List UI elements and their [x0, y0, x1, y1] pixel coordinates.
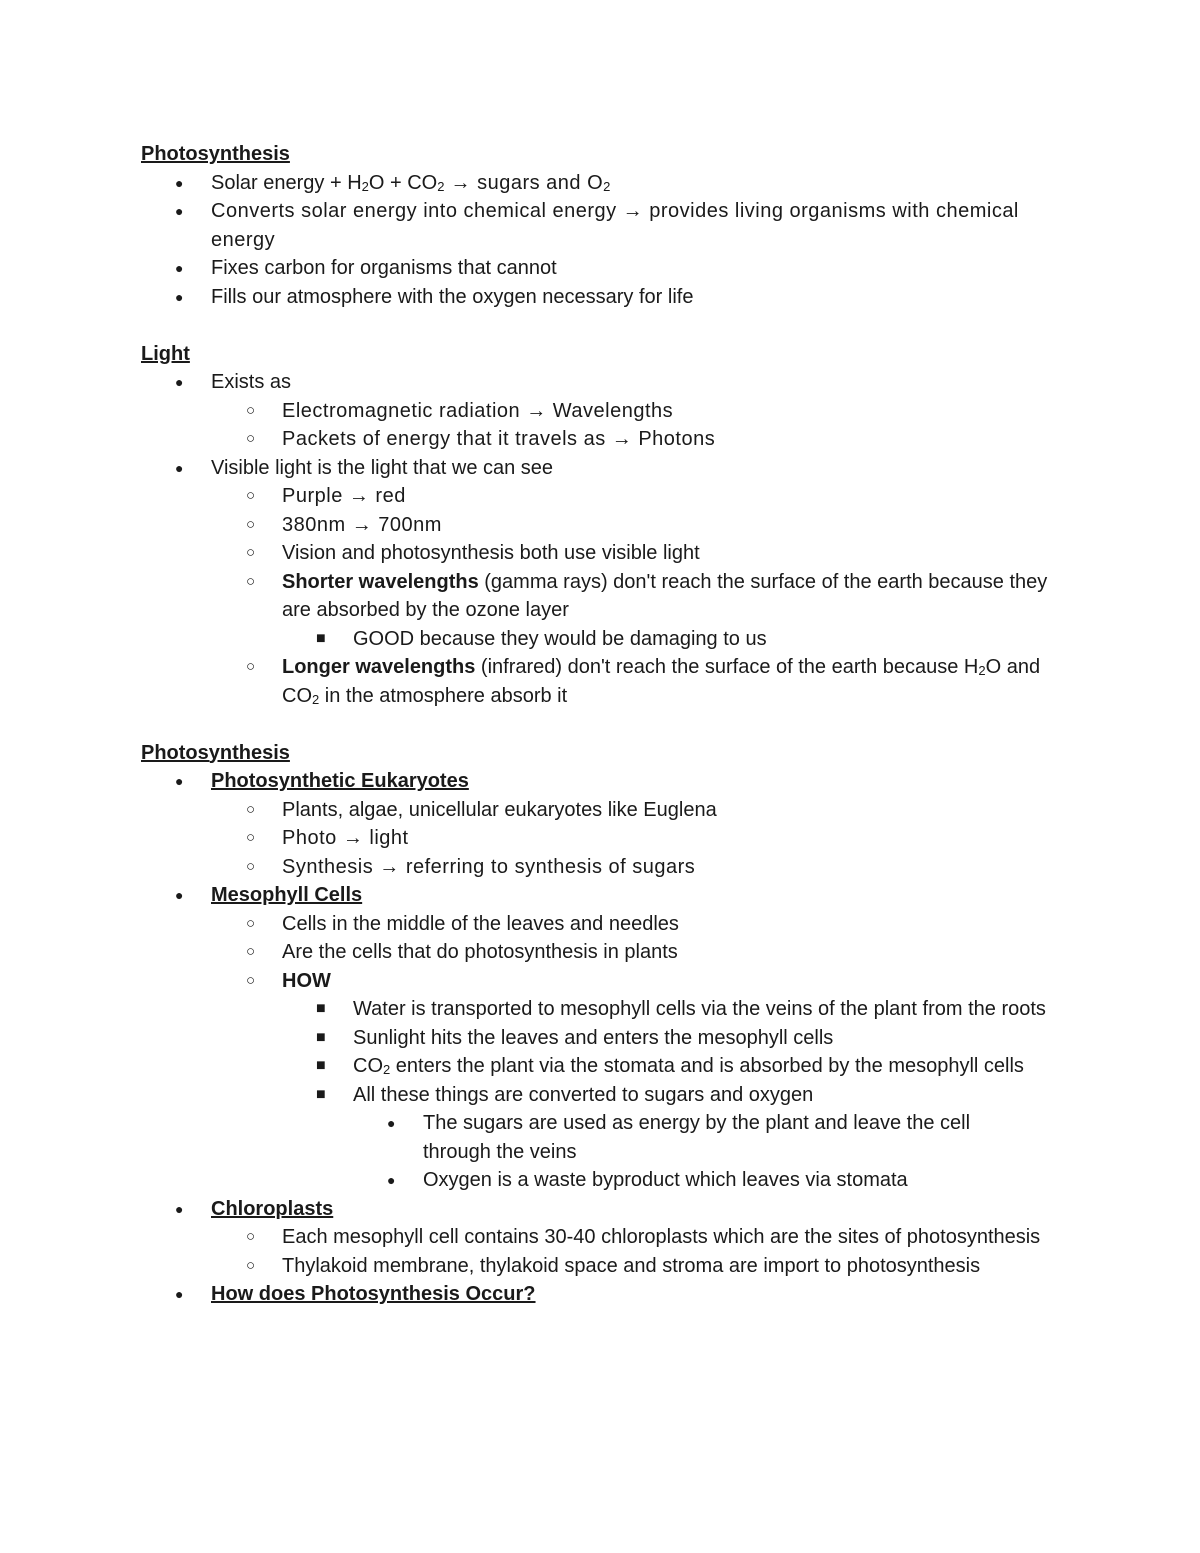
- list-item: [246, 1252, 1062, 1281]
- subheading: How does Photosynthesis Occur?: [211, 1283, 536, 1305]
- square-bullet-icon: ■: [316, 629, 326, 647]
- text: Each mesophyll cell contains 30-40 chloroplasts which are the sites of photosynthesis: [282, 1226, 1041, 1248]
- list-item: [175, 1280, 1061, 1309]
- square-bullet-icon: ■: [316, 1085, 326, 1103]
- list-item: [246, 425, 1062, 454]
- hollow-bullet-icon: ○: [246, 515, 256, 533]
- section-heading-light: Light: [141, 342, 190, 365]
- bullet-icon: ●: [175, 374, 184, 390]
- bold-term: Shorter wavelengths: [282, 570, 479, 593]
- list-item: [316, 1052, 1053, 1081]
- hollow-bullet-icon: ○: [246, 800, 256, 818]
- bold-term: Longer wavelengths: [282, 656, 476, 678]
- list-item: [246, 539, 1062, 568]
- text: Cells in the middle of the leaves and needles: [282, 912, 679, 935]
- subheading: Photosynthetic Eukaryotes: [211, 770, 469, 792]
- text: Packets of energy that it travels as → Photons: [282, 428, 716, 450]
- text: CO: [353, 1055, 383, 1077]
- hollow-bullet-icon: ○: [246, 943, 256, 960]
- text: Synthesis → referring to synthesis of sugars: [282, 855, 696, 878]
- bullet-icon: ●: [175, 203, 184, 219]
- text: All these things are converted to sugars and oxygen: [353, 1083, 814, 1106]
- text: (gamma rays) don't reach the surface of the earth because they are absorbed by the ozone layer: [282, 570, 1048, 621]
- bullet-icon: ●: [175, 1200, 184, 1217]
- hollow-bullet-icon: ○: [246, 401, 256, 419]
- list-item: [246, 568, 1062, 625]
- text: in the atmosphere absorb it: [319, 684, 568, 707]
- list-item: [175, 767, 1061, 796]
- bullet-icon: ●: [175, 773, 184, 789]
- list-item: [246, 910, 1062, 939]
- list-item: [175, 197, 1061, 254]
- text: Vision and photosynthesis both use visible light: [282, 542, 700, 564]
- list-item: [246, 653, 1062, 710]
- text: Fixes carbon for organisms that cannot: [211, 257, 557, 279]
- text: 380nm → 700nm: [282, 513, 442, 536]
- bullet-icon: ●: [387, 1172, 396, 1188]
- square-bullet-icon: ■: [316, 1000, 326, 1017]
- list-item: [175, 1195, 1061, 1224]
- list-item: [175, 368, 1061, 397]
- subscript: 2: [603, 178, 611, 194]
- bullet-icon: ●: [175, 1286, 184, 1302]
- list-item: [316, 1024, 1053, 1053]
- text: Purple → red: [282, 485, 406, 507]
- hollow-bullet-icon: ○: [246, 487, 256, 504]
- list-item: [387, 1109, 1043, 1166]
- hollow-bullet-icon: ○: [246, 971, 256, 989]
- list-item: [246, 796, 1062, 825]
- hollow-bullet-icon: ○: [246, 1256, 256, 1274]
- list-item: [175, 454, 1061, 483]
- text: Sunlight hits the leaves and enters the mesophyll cells: [353, 1026, 834, 1049]
- hollow-bullet-icon: ○: [246, 430, 256, 447]
- list-item: [246, 511, 1062, 540]
- list-item: [246, 824, 1062, 853]
- hollow-bullet-icon: ○: [246, 658, 256, 675]
- text: Electromagnetic radiation → Wavelengths: [282, 399, 674, 422]
- text: → sugars and O: [444, 171, 604, 194]
- hollow-bullet-icon: ○: [246, 914, 256, 932]
- text: Visible light is the light that we can see: [211, 456, 554, 479]
- subscript: 2: [383, 1062, 391, 1077]
- list-item: [175, 254, 1061, 283]
- text: O and CO: [282, 656, 1041, 707]
- subscript: 2: [312, 691, 320, 707]
- bullet-icon: ●: [175, 174, 184, 191]
- hollow-bullet-icon: ○: [246, 544, 256, 561]
- text: Water is transported to mesophyll cells via the veins of the plant from the roots: [353, 998, 1046, 1020]
- text: Exists as: [211, 371, 292, 393]
- text: Thylakoid membrane, thylakoid space and stroma are import to photosynthesis: [282, 1254, 981, 1277]
- text: Converts solar energy into chemical energy → provides living organisms with chemical energy: [211, 200, 1019, 251]
- text: Solar energy + H: [211, 171, 362, 194]
- text: Plants, algae, unicellular eukaryotes like Euglena: [282, 798, 717, 821]
- list-item: [175, 283, 1061, 312]
- list-item: [246, 482, 1062, 511]
- subscript: 2: [978, 663, 986, 678]
- list-item: [316, 995, 1053, 1024]
- section-heading-photosynthesis-2: Photosynthesis: [141, 741, 290, 764]
- text: GOOD because they would be damaging to us: [353, 627, 767, 650]
- text: enters the plant via the stomata and is absorbed by the mesophyll cells: [390, 1055, 1024, 1077]
- list-item: [246, 938, 1062, 967]
- subheading: Chloroplasts: [211, 1197, 334, 1220]
- bullet-icon: ●: [175, 288, 184, 305]
- list-item: [316, 1081, 1053, 1110]
- bold-term: HOW: [282, 969, 331, 992]
- list-item: [246, 967, 1062, 996]
- text: The sugars are used as energy by the plant and leave the cell through the veins: [423, 1112, 971, 1163]
- list-item: [246, 1223, 1062, 1252]
- list-item: [246, 853, 1062, 882]
- list-item: [175, 881, 1061, 910]
- text: Are the cells that do photosynthesis in plants: [282, 941, 678, 963]
- bullet-icon: ●: [387, 1115, 396, 1131]
- list-item: [175, 169, 1061, 198]
- hollow-bullet-icon: ○: [246, 857, 256, 875]
- hollow-bullet-icon: ○: [246, 829, 256, 846]
- text: (infrared) don't reach the surface of the earth because H: [475, 656, 979, 678]
- bullet-icon: ●: [175, 260, 184, 276]
- text: Photo → light: [282, 827, 409, 849]
- subscript: 2: [361, 178, 369, 194]
- list-item: [246, 397, 1062, 426]
- text: Fills our atmosphere with the oxygen necessary for life: [211, 285, 694, 308]
- section-heading-photosynthesis: Photosynthesis: [141, 143, 290, 165]
- text: O + CO: [368, 171, 438, 194]
- subheading: Mesophyll Cells: [211, 884, 363, 906]
- bullet-icon: ●: [175, 459, 184, 476]
- subscript: 2: [437, 178, 445, 194]
- square-bullet-icon: ■: [316, 1057, 326, 1074]
- hollow-bullet-icon: ○: [246, 572, 256, 590]
- square-bullet-icon: ■: [316, 1028, 326, 1046]
- list-item: [316, 625, 1053, 654]
- hollow-bullet-icon: ○: [246, 1228, 256, 1245]
- text: Oxygen is a waste byproduct which leaves via stomata: [423, 1169, 908, 1191]
- list-item: [387, 1166, 1043, 1195]
- bullet-icon: ●: [175, 887, 184, 903]
